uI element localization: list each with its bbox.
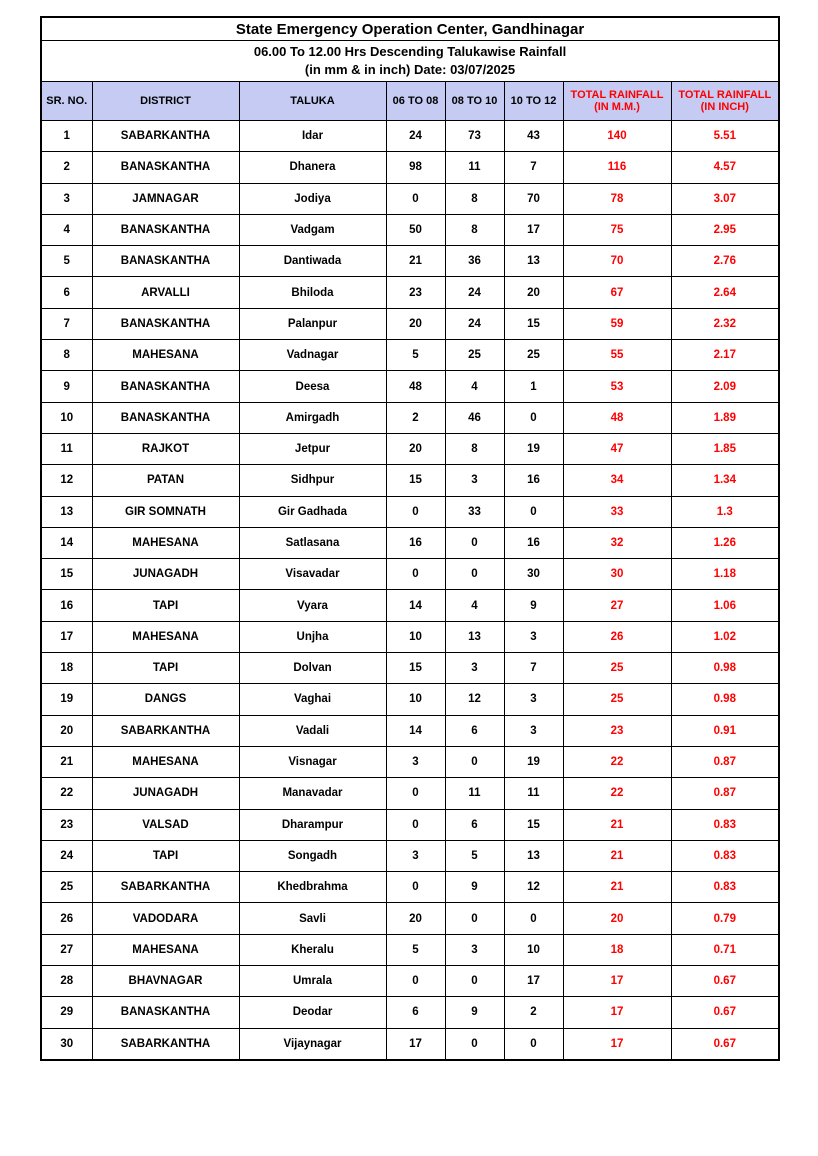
cell-district: JAMNAGAR <box>92 183 239 214</box>
cell-total-inch: 1.89 <box>671 402 779 433</box>
cell-sr-no: 3 <box>41 183 92 214</box>
cell-06-to-08: 3 <box>386 840 445 871</box>
cell-08-to-10: 73 <box>445 121 504 152</box>
cell-08-to-10: 11 <box>445 778 504 809</box>
cell-06-to-08: 21 <box>386 246 445 277</box>
table-row <box>41 308 779 339</box>
cell-total-mm: 75 <box>563 214 671 245</box>
cell-sr-no: 6 <box>41 277 92 308</box>
cell-06-to-08: 0 <box>386 778 445 809</box>
cell-total-mm: 140 <box>563 121 671 152</box>
cell-total-inch: 0.98 <box>671 653 779 684</box>
cell-taluka: Visavadar <box>239 559 386 590</box>
table-row <box>41 340 779 371</box>
header-10-to-12: 10 TO 12 <box>504 82 563 121</box>
cell-06-to-08: 10 <box>386 621 445 652</box>
cell-total-inch: 0.83 <box>671 809 779 840</box>
cell-10-to-12: 16 <box>504 465 563 496</box>
cell-06-to-08: 0 <box>386 496 445 527</box>
cell-10-to-12: 17 <box>504 966 563 997</box>
cell-08-to-10: 11 <box>445 152 504 183</box>
cell-total-inch: 0.87 <box>671 746 779 777</box>
cell-06-to-08: 14 <box>386 590 445 621</box>
cell-06-to-08: 3 <box>386 746 445 777</box>
cell-06-to-08: 20 <box>386 433 445 464</box>
cell-sr-no: 30 <box>41 1028 92 1060</box>
cell-10-to-12: 11 <box>504 778 563 809</box>
cell-total-mm: 23 <box>563 715 671 746</box>
cell-district: MAHESANA <box>92 527 239 558</box>
cell-08-to-10: 4 <box>445 590 504 621</box>
cell-06-to-08: 2 <box>386 402 445 433</box>
cell-sr-no: 10 <box>41 402 92 433</box>
cell-district: VALSAD <box>92 809 239 840</box>
cell-district: ARVALLI <box>92 277 239 308</box>
report-title: State Emergency Operation Center, Gandhinagar <box>41 17 779 41</box>
cell-total-inch: 2.64 <box>671 277 779 308</box>
cell-sr-no: 23 <box>41 809 92 840</box>
cell-10-to-12: 12 <box>504 872 563 903</box>
table-row <box>41 715 779 746</box>
table-row <box>41 496 779 527</box>
table-row <box>41 527 779 558</box>
cell-sr-no: 1 <box>41 121 92 152</box>
table-row <box>41 684 779 715</box>
cell-10-to-12: 13 <box>504 840 563 871</box>
cell-total-inch: 1.18 <box>671 559 779 590</box>
cell-06-to-08: 14 <box>386 715 445 746</box>
cell-sr-no: 7 <box>41 308 92 339</box>
cell-total-inch: 2.09 <box>671 371 779 402</box>
cell-taluka: Deesa <box>239 371 386 402</box>
cell-taluka: Kheralu <box>239 934 386 965</box>
cell-06-to-08: 48 <box>386 371 445 402</box>
cell-total-mm: 53 <box>563 371 671 402</box>
cell-sr-no: 18 <box>41 653 92 684</box>
cell-10-to-12: 16 <box>504 527 563 558</box>
cell-taluka: Dantiwada <box>239 246 386 277</box>
cell-district: MAHESANA <box>92 340 239 371</box>
cell-10-to-12: 15 <box>504 809 563 840</box>
cell-total-inch: 2.76 <box>671 246 779 277</box>
cell-06-to-08: 0 <box>386 559 445 590</box>
cell-total-mm: 25 <box>563 684 671 715</box>
cell-total-mm: 78 <box>563 183 671 214</box>
cell-total-inch: 0.67 <box>671 966 779 997</box>
cell-06-to-08: 23 <box>386 277 445 308</box>
cell-total-mm: 17 <box>563 997 671 1028</box>
cell-total-mm: 20 <box>563 903 671 934</box>
cell-district: MAHESANA <box>92 746 239 777</box>
cell-06-to-08: 15 <box>386 653 445 684</box>
cell-total-inch: 0.79 <box>671 903 779 934</box>
cell-total-mm: 70 <box>563 246 671 277</box>
cell-sr-no: 13 <box>41 496 92 527</box>
cell-10-to-12: 19 <box>504 746 563 777</box>
cell-district: BANASKANTHA <box>92 214 239 245</box>
header-taluka: TALUKA <box>239 82 386 121</box>
cell-10-to-12: 2 <box>504 997 563 1028</box>
table-row <box>41 590 779 621</box>
cell-10-to-12: 15 <box>504 308 563 339</box>
cell-taluka: Vadali <box>239 715 386 746</box>
cell-taluka: Dhanera <box>239 152 386 183</box>
cell-08-to-10: 5 <box>445 840 504 871</box>
cell-10-to-12: 0 <box>504 402 563 433</box>
cell-total-inch: 0.67 <box>671 997 779 1028</box>
table-row <box>41 433 779 464</box>
cell-taluka: Khedbrahma <box>239 872 386 903</box>
cell-total-mm: 47 <box>563 433 671 464</box>
cell-sr-no: 26 <box>41 903 92 934</box>
cell-taluka: Palanpur <box>239 308 386 339</box>
cell-taluka: Jodiya <box>239 183 386 214</box>
cell-08-to-10: 46 <box>445 402 504 433</box>
cell-district: BANASKANTHA <box>92 402 239 433</box>
cell-08-to-10: 0 <box>445 559 504 590</box>
cell-taluka: Dharampur <box>239 809 386 840</box>
cell-08-to-10: 24 <box>445 308 504 339</box>
header-sr-no: SR. NO. <box>41 82 92 121</box>
rainfall-table <box>40 16 780 1061</box>
table-row <box>41 778 779 809</box>
table-row <box>41 183 779 214</box>
header-total-mm-line-2: (IN M.M.) <box>594 101 640 113</box>
table-row <box>41 246 779 277</box>
cell-sr-no: 14 <box>41 527 92 558</box>
cell-sr-no: 20 <box>41 715 92 746</box>
table-row <box>41 966 779 997</box>
cell-10-to-12: 7 <box>504 152 563 183</box>
cell-total-mm: 25 <box>563 653 671 684</box>
cell-total-inch: 2.17 <box>671 340 779 371</box>
table-row <box>41 934 779 965</box>
cell-total-mm: 55 <box>563 340 671 371</box>
table-row <box>41 621 779 652</box>
cell-total-inch: 1.85 <box>671 433 779 464</box>
cell-08-to-10: 9 <box>445 872 504 903</box>
cell-district: DANGS <box>92 684 239 715</box>
header-district: DISTRICT <box>92 82 239 121</box>
cell-district: BANASKANTHA <box>92 371 239 402</box>
cell-total-mm: 22 <box>563 746 671 777</box>
cell-taluka: Sidhpur <box>239 465 386 496</box>
cell-06-to-08: 98 <box>386 152 445 183</box>
cell-district: PATAN <box>92 465 239 496</box>
cell-10-to-12: 7 <box>504 653 563 684</box>
table-row <box>41 840 779 871</box>
cell-sr-no: 24 <box>41 840 92 871</box>
cell-08-to-10: 25 <box>445 340 504 371</box>
cell-district: MAHESANA <box>92 621 239 652</box>
cell-district: BANASKANTHA <box>92 246 239 277</box>
cell-total-mm: 67 <box>563 277 671 308</box>
cell-sr-no: 16 <box>41 590 92 621</box>
cell-taluka: Songadh <box>239 840 386 871</box>
cell-08-to-10: 3 <box>445 653 504 684</box>
table-row <box>41 465 779 496</box>
cell-10-to-12: 13 <box>504 246 563 277</box>
cell-total-inch: 0.71 <box>671 934 779 965</box>
cell-sr-no: 12 <box>41 465 92 496</box>
cell-10-to-12: 10 <box>504 934 563 965</box>
cell-sr-no: 22 <box>41 778 92 809</box>
cell-sr-no: 15 <box>41 559 92 590</box>
cell-08-to-10: 0 <box>445 746 504 777</box>
cell-10-to-12: 30 <box>504 559 563 590</box>
cell-08-to-10: 12 <box>445 684 504 715</box>
cell-total-mm: 22 <box>563 778 671 809</box>
cell-total-mm: 59 <box>563 308 671 339</box>
cell-total-inch: 1.06 <box>671 590 779 621</box>
cell-08-to-10: 0 <box>445 966 504 997</box>
cell-06-to-08: 16 <box>386 527 445 558</box>
cell-total-inch: 0.83 <box>671 840 779 871</box>
cell-district: VADODARA <box>92 903 239 934</box>
cell-08-to-10: 0 <box>445 903 504 934</box>
table-row <box>41 997 779 1028</box>
cell-06-to-08: 0 <box>386 183 445 214</box>
cell-district: BANASKANTHA <box>92 152 239 183</box>
cell-06-to-08: 10 <box>386 684 445 715</box>
header-total-inch <box>671 82 779 121</box>
header-total-inch-line-2: (IN INCH) <box>700 101 749 113</box>
cell-taluka: Unjha <box>239 621 386 652</box>
table-row <box>41 903 779 934</box>
cell-total-inch: 0.87 <box>671 778 779 809</box>
cell-total-inch: 2.32 <box>671 308 779 339</box>
cell-total-inch: 3.07 <box>671 183 779 214</box>
cell-total-mm: 33 <box>563 496 671 527</box>
cell-district: SABARKANTHA <box>92 121 239 152</box>
header-total-mm <box>563 82 671 121</box>
cell-08-to-10: 8 <box>445 433 504 464</box>
cell-total-mm: 21 <box>563 840 671 871</box>
cell-total-mm: 17 <box>563 1028 671 1060</box>
cell-06-to-08: 0 <box>386 872 445 903</box>
header-total-inch-line-1: TOTAL RAINFALL <box>678 89 772 101</box>
table-row <box>41 653 779 684</box>
cell-08-to-10: 36 <box>445 246 504 277</box>
cell-district: JUNAGADH <box>92 559 239 590</box>
cell-total-mm: 17 <box>563 966 671 997</box>
subtitle-line-1: 06.00 To 12.00 Hrs Descending Talukawise Rainfall <box>253 44 567 59</box>
cell-10-to-12: 0 <box>504 496 563 527</box>
cell-total-inch: 5.51 <box>671 121 779 152</box>
table-row <box>41 277 779 308</box>
rainfall-rows <box>41 121 779 1060</box>
table-row <box>41 1028 779 1060</box>
cell-taluka: Vadnagar <box>239 340 386 371</box>
rainfall-report-sheet <box>40 16 778 1061</box>
cell-10-to-12: 3 <box>504 684 563 715</box>
cell-08-to-10: 33 <box>445 496 504 527</box>
cell-total-mm: 48 <box>563 402 671 433</box>
cell-district: GIR SOMNATH <box>92 496 239 527</box>
cell-06-to-08: 5 <box>386 934 445 965</box>
cell-taluka: Gir Gadhada <box>239 496 386 527</box>
cell-sr-no: 29 <box>41 997 92 1028</box>
cell-district: BHAVNAGAR <box>92 966 239 997</box>
cell-10-to-12: 17 <box>504 214 563 245</box>
cell-06-to-08: 20 <box>386 903 445 934</box>
cell-taluka: Idar <box>239 121 386 152</box>
cell-sr-no: 27 <box>41 934 92 965</box>
cell-total-mm: 30 <box>563 559 671 590</box>
report-subtitle <box>41 41 779 82</box>
cell-total-inch: 0.98 <box>671 684 779 715</box>
subtitle-line-2: (in mm & in inch) Date: 03/07/2025 <box>304 62 516 77</box>
cell-total-inch: 1.34 <box>671 465 779 496</box>
cell-08-to-10: 8 <box>445 183 504 214</box>
cell-taluka: Satlasana <box>239 527 386 558</box>
cell-taluka: Manavadar <box>239 778 386 809</box>
cell-total-inch: 1.26 <box>671 527 779 558</box>
cell-10-to-12: 70 <box>504 183 563 214</box>
cell-10-to-12: 19 <box>504 433 563 464</box>
cell-08-to-10: 0 <box>445 1028 504 1060</box>
cell-sr-no: 19 <box>41 684 92 715</box>
cell-taluka: Deodar <box>239 997 386 1028</box>
cell-district: MAHESANA <box>92 934 239 965</box>
cell-08-to-10: 6 <box>445 715 504 746</box>
table-row <box>41 402 779 433</box>
header-08-to-10: 08 TO 10 <box>445 82 504 121</box>
table-row <box>41 872 779 903</box>
cell-district: BANASKANTHA <box>92 997 239 1028</box>
cell-district: TAPI <box>92 653 239 684</box>
cell-total-mm: 27 <box>563 590 671 621</box>
cell-total-inch: 4.57 <box>671 152 779 183</box>
cell-taluka: Amirgadh <box>239 402 386 433</box>
cell-district: SABARKANTHA <box>92 872 239 903</box>
cell-sr-no: 9 <box>41 371 92 402</box>
cell-08-to-10: 8 <box>445 214 504 245</box>
cell-06-to-08: 24 <box>386 121 445 152</box>
cell-sr-no: 21 <box>41 746 92 777</box>
cell-district: TAPI <box>92 840 239 871</box>
cell-total-inch: 2.95 <box>671 214 779 245</box>
cell-taluka: Umrala <box>239 966 386 997</box>
cell-06-to-08: 50 <box>386 214 445 245</box>
cell-district: RAJKOT <box>92 433 239 464</box>
table-row <box>41 559 779 590</box>
cell-sr-no: 2 <box>41 152 92 183</box>
cell-taluka: Jetpur <box>239 433 386 464</box>
cell-08-to-10: 9 <box>445 997 504 1028</box>
cell-08-to-10: 24 <box>445 277 504 308</box>
cell-taluka: Vyara <box>239 590 386 621</box>
column-header-row <box>41 82 779 121</box>
cell-10-to-12: 25 <box>504 340 563 371</box>
header-06-to-08: 06 TO 08 <box>386 82 445 121</box>
cell-08-to-10: 6 <box>445 809 504 840</box>
cell-10-to-12: 1 <box>504 371 563 402</box>
cell-total-inch: 1.02 <box>671 621 779 652</box>
cell-district: SABARKANTHA <box>92 1028 239 1060</box>
cell-10-to-12: 9 <box>504 590 563 621</box>
cell-sr-no: 4 <box>41 214 92 245</box>
cell-total-mm: 21 <box>563 809 671 840</box>
cell-taluka: Bhiloda <box>239 277 386 308</box>
cell-district: SABARKANTHA <box>92 715 239 746</box>
cell-taluka: Vadgam <box>239 214 386 245</box>
cell-taluka: Vijaynagar <box>239 1028 386 1060</box>
cell-10-to-12: 0 <box>504 1028 563 1060</box>
table-row <box>41 152 779 183</box>
table-row <box>41 746 779 777</box>
table-row <box>41 809 779 840</box>
cell-total-inch: 1.3 <box>671 496 779 527</box>
table-row <box>41 371 779 402</box>
cell-10-to-12: 3 <box>504 715 563 746</box>
cell-10-to-12: 20 <box>504 277 563 308</box>
header-total-mm-line-1: TOTAL RAINFALL <box>570 89 664 101</box>
cell-total-inch: 0.91 <box>671 715 779 746</box>
table-row <box>41 121 779 152</box>
cell-taluka: Savli <box>239 903 386 934</box>
cell-taluka: Vaghai <box>239 684 386 715</box>
cell-08-to-10: 3 <box>445 465 504 496</box>
cell-sr-no: 8 <box>41 340 92 371</box>
cell-10-to-12: 0 <box>504 903 563 934</box>
cell-06-to-08: 0 <box>386 809 445 840</box>
cell-08-to-10: 3 <box>445 934 504 965</box>
cell-06-to-08: 15 <box>386 465 445 496</box>
cell-06-to-08: 0 <box>386 966 445 997</box>
cell-08-to-10: 4 <box>445 371 504 402</box>
cell-total-mm: 18 <box>563 934 671 965</box>
cell-10-to-12: 3 <box>504 621 563 652</box>
cell-total-inch: 0.67 <box>671 1028 779 1060</box>
cell-sr-no: 11 <box>41 433 92 464</box>
cell-06-to-08: 17 <box>386 1028 445 1060</box>
cell-sr-no: 28 <box>41 966 92 997</box>
cell-district: JUNAGADH <box>92 778 239 809</box>
cell-district: BANASKANTHA <box>92 308 239 339</box>
cell-district: TAPI <box>92 590 239 621</box>
cell-total-mm: 26 <box>563 621 671 652</box>
cell-total-mm: 21 <box>563 872 671 903</box>
cell-06-to-08: 20 <box>386 308 445 339</box>
cell-08-to-10: 0 <box>445 527 504 558</box>
cell-08-to-10: 13 <box>445 621 504 652</box>
cell-06-to-08: 5 <box>386 340 445 371</box>
cell-total-inch: 0.83 <box>671 872 779 903</box>
cell-sr-no: 17 <box>41 621 92 652</box>
cell-sr-no: 25 <box>41 872 92 903</box>
cell-total-mm: 34 <box>563 465 671 496</box>
cell-06-to-08: 6 <box>386 997 445 1028</box>
cell-taluka: Visnagar <box>239 746 386 777</box>
table-row <box>41 214 779 245</box>
cell-10-to-12: 43 <box>504 121 563 152</box>
cell-total-mm: 32 <box>563 527 671 558</box>
cell-sr-no: 5 <box>41 246 92 277</box>
cell-taluka: Dolvan <box>239 653 386 684</box>
cell-total-mm: 116 <box>563 152 671 183</box>
